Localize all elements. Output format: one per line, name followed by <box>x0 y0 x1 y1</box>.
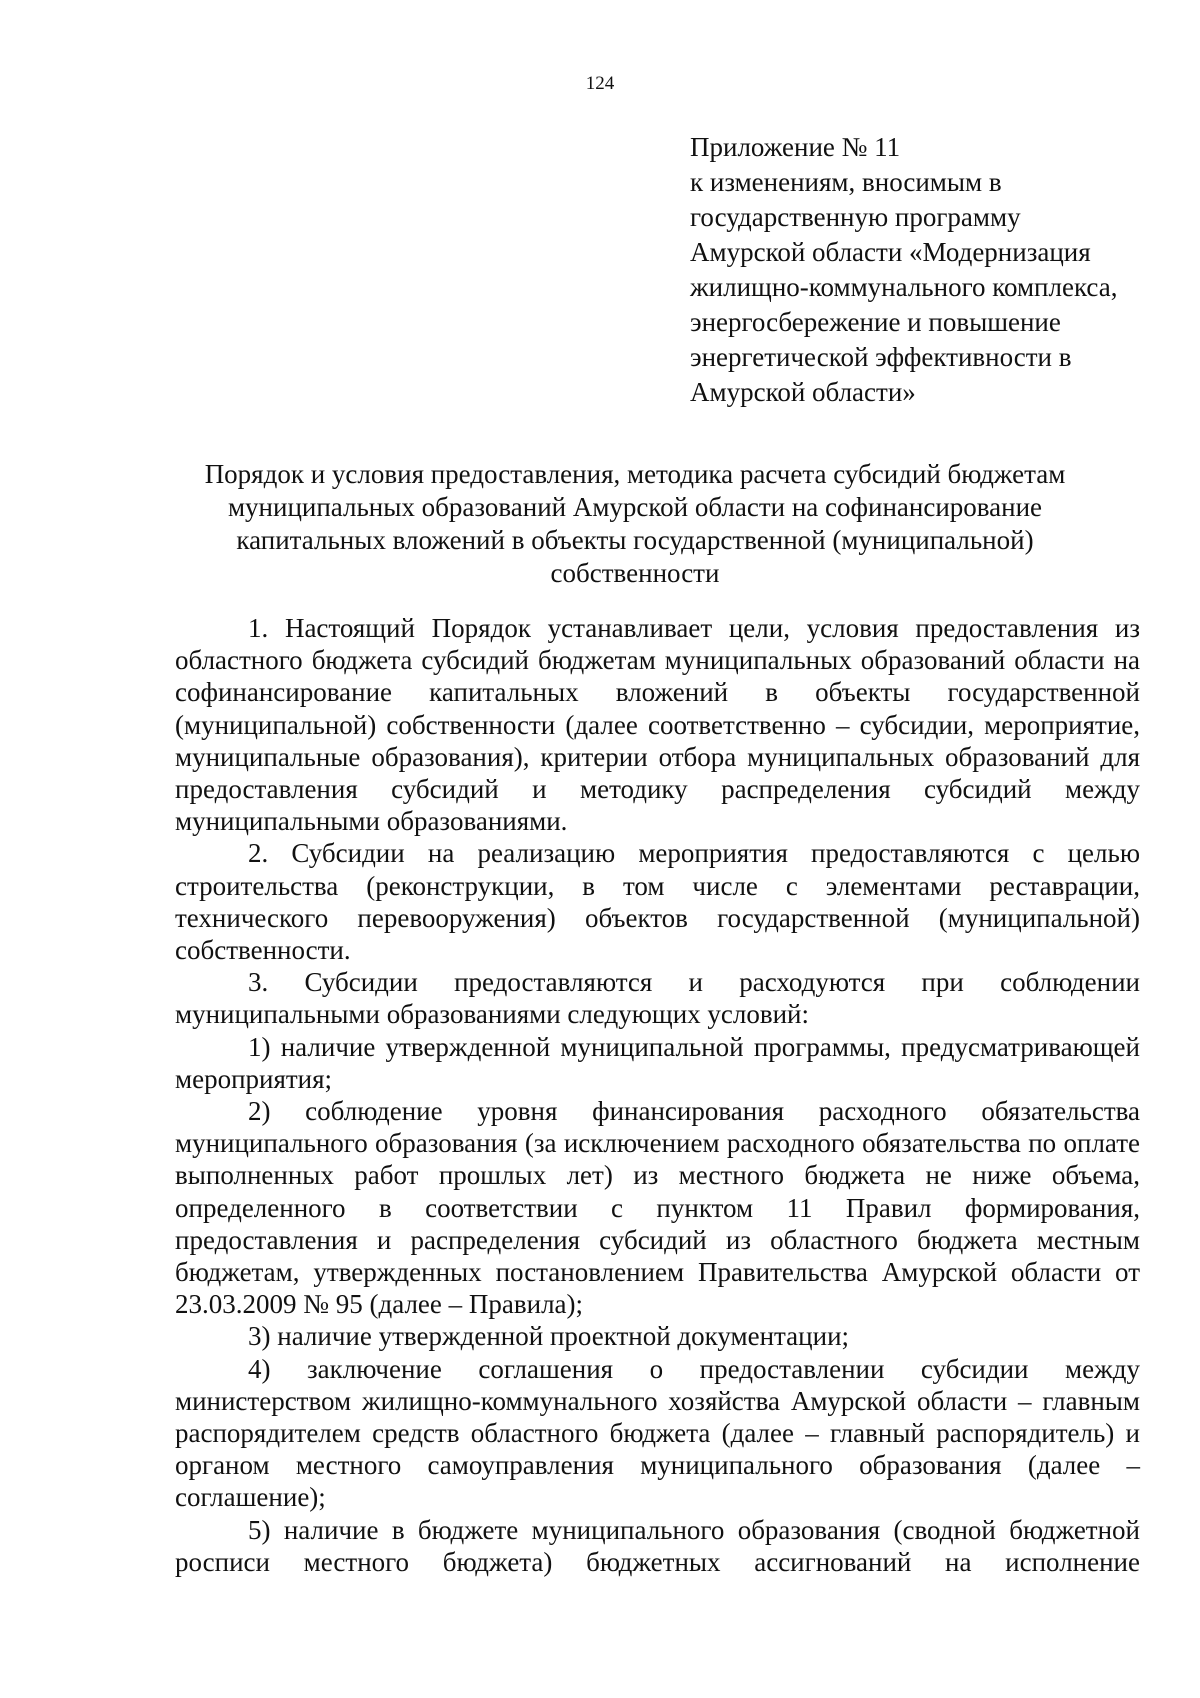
appendix-line: жилищно-коммунального комплекса, <box>690 272 1118 302</box>
appendix-block <box>690 130 1170 410</box>
title-line: муниципальных образований Амурской области на софинансирование <box>227 492 1043 522</box>
condition-1: 1) наличие утвержденной муниципальной программы, предусматривающей мероприятия; <box>175 1031 1140 1094</box>
condition-4: 4) заключение соглашения о предоставлении субсидии между министерством жилищно-коммунального хозяйства Амурской области – главным распорядителем средств областного бюджета (далее – главный распорядитель) и органом местного самоуправления муниципального образования (далее – соглашение); <box>175 1353 1140 1513</box>
title-line: Порядок и условия предоставления, методика расчета субсидий бюджетам <box>204 459 1066 489</box>
condition-3: 3) наличие утвержденной проектной документации; <box>248 1321 850 1352</box>
title-line: собственности <box>550 558 720 588</box>
appendix-line: государственную программу <box>690 202 1021 232</box>
paragraph-2: 2. Субсидии на реализацию мероприятия предоставляются с целью строительства (реконструкции, в том числе с элементами реставрации, технического перевооружения) объектов государственной (муниципальной) собственности. <box>175 838 1140 966</box>
title-line: капитальных вложений в объекты государственной (муниципальной) <box>236 525 1034 555</box>
appendix-line: к изменениям, вносимым в <box>690 167 1002 197</box>
document-title <box>175 458 1095 590</box>
appendix-line: энергетической эффективности в <box>690 342 1072 372</box>
appendix-line: Приложение № 11 <box>690 132 901 162</box>
appendix-line: Амурской области «Модернизация <box>690 237 1091 267</box>
condition-5: 5) наличие в бюджете муниципального образования (сводной бюджетной росписи местного бюджета) бюджетных ассигнований на исполнение <box>175 1514 1140 1577</box>
paragraph-3: 3. Субсидии предоставляются и расходуются при соблюдении муниципальными образованиями следующих условий: <box>175 967 1140 1030</box>
condition-2: 2) соблюдение уровня финансирования расходного обязательства муниципального образования (за исключением расходного обязательства по оплате выполненных работ прошлых лет) из местного бюджета не ниже объема, определенного в соответствии с пунктом 11 Правил формирования, предоставления и распределения субсидий из областного бюджета местным бюджетам, утвержденных постановлением Правительства Амурской области от 23.03.2009 № 95 (далее – Правила); <box>175 1096 1140 1320</box>
appendix-line: Амурской области» <box>690 377 916 407</box>
paragraph-1: 1. Настоящий Порядок устанавливает цели, условия предоставления из областного бюджета субсидий бюджетам муниципальных образований области на софинансирование капитальных вложений в объекты государственной (муниципальной) собственности (далее соответственно – субсидии, мероприятие, муниципальные образования), критерии отбора муниципальных образований для предоставления субсидий и методику распределения субсидий между муниципальными образованиями. <box>175 613 1140 837</box>
document-body <box>175 612 1140 1578</box>
page-number: 124 <box>585 73 615 94</box>
appendix-line: энергосбережение и повышение <box>690 307 1061 337</box>
